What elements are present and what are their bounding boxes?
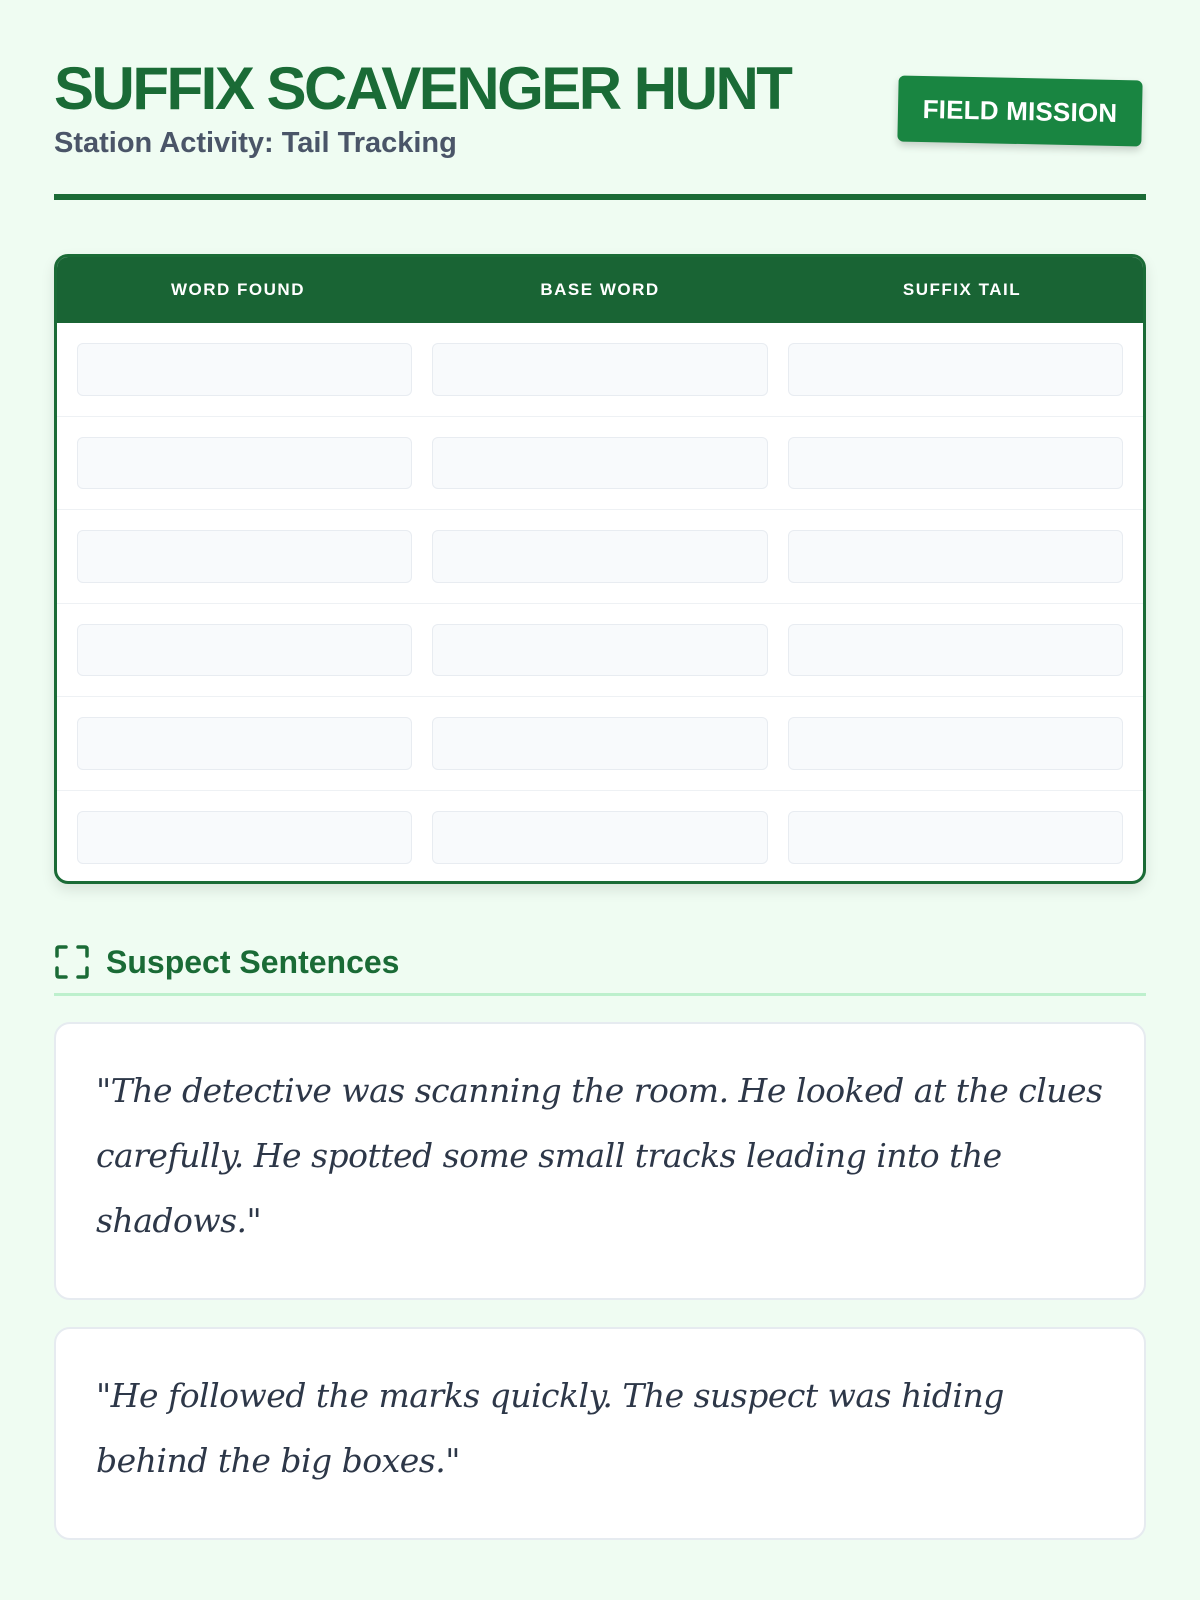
table-body <box>57 323 1143 884</box>
table-row <box>57 604 1143 698</box>
page-title: SUFFIX SCAVENGER HUNT <box>54 55 791 122</box>
page-subtitle: Station Activity: Tail Tracking <box>54 127 457 159</box>
word-found-input[interactable] <box>77 343 412 396</box>
base-word-input[interactable] <box>432 624 767 677</box>
sentence-card <box>54 1022 1146 1300</box>
base-word-input[interactable] <box>432 437 767 490</box>
sentence-text: "The detective was scanning the room. He looked at the clues carefully. He spotted some small tracks leading into the shadows." <box>96 1071 1103 1240</box>
section-title: Suspect Sentences <box>106 944 400 980</box>
word-found-input[interactable] <box>77 624 412 677</box>
suffix-table <box>54 254 1146 884</box>
table-row <box>57 510 1143 604</box>
table-row <box>57 791 1143 885</box>
base-word-input[interactable] <box>432 343 767 396</box>
suffix-tail-input[interactable] <box>788 437 1123 490</box>
word-found-input[interactable] <box>77 717 412 770</box>
base-word-input[interactable] <box>432 717 767 770</box>
column-header-suffix-tail: SUFFIX TAIL <box>902 280 1022 299</box>
focus-icon <box>54 944 90 980</box>
field-mission-badge: FIELD MISSION <box>897 75 1142 146</box>
word-found-input[interactable] <box>77 811 412 865</box>
header-divider <box>54 194 1146 200</box>
table-row <box>57 417 1143 511</box>
suffix-tail-input[interactable] <box>788 624 1123 677</box>
word-found-input[interactable] <box>77 437 412 490</box>
suffix-tail-input[interactable] <box>788 717 1123 770</box>
table-header <box>57 257 1143 323</box>
sentence-card <box>54 1327 1146 1540</box>
base-word-input[interactable] <box>432 530 767 583</box>
suspect-sentences-heading <box>54 940 1146 996</box>
suffix-tail-input[interactable] <box>788 343 1123 396</box>
column-header-word-found: WORD FOUND <box>171 280 305 299</box>
table-row <box>57 697 1143 791</box>
table-row <box>57 323 1143 417</box>
sentence-text: "He followed the marks quickly. The suspect was hiding behind the big boxes." <box>96 1376 1004 1480</box>
suffix-tail-input[interactable] <box>788 811 1123 865</box>
column-header-base-word: BASE WORD <box>540 280 660 299</box>
base-word-input[interactable] <box>432 811 767 865</box>
suffix-tail-input[interactable] <box>788 530 1123 583</box>
word-found-input[interactable] <box>77 530 412 583</box>
header <box>54 0 1146 200</box>
